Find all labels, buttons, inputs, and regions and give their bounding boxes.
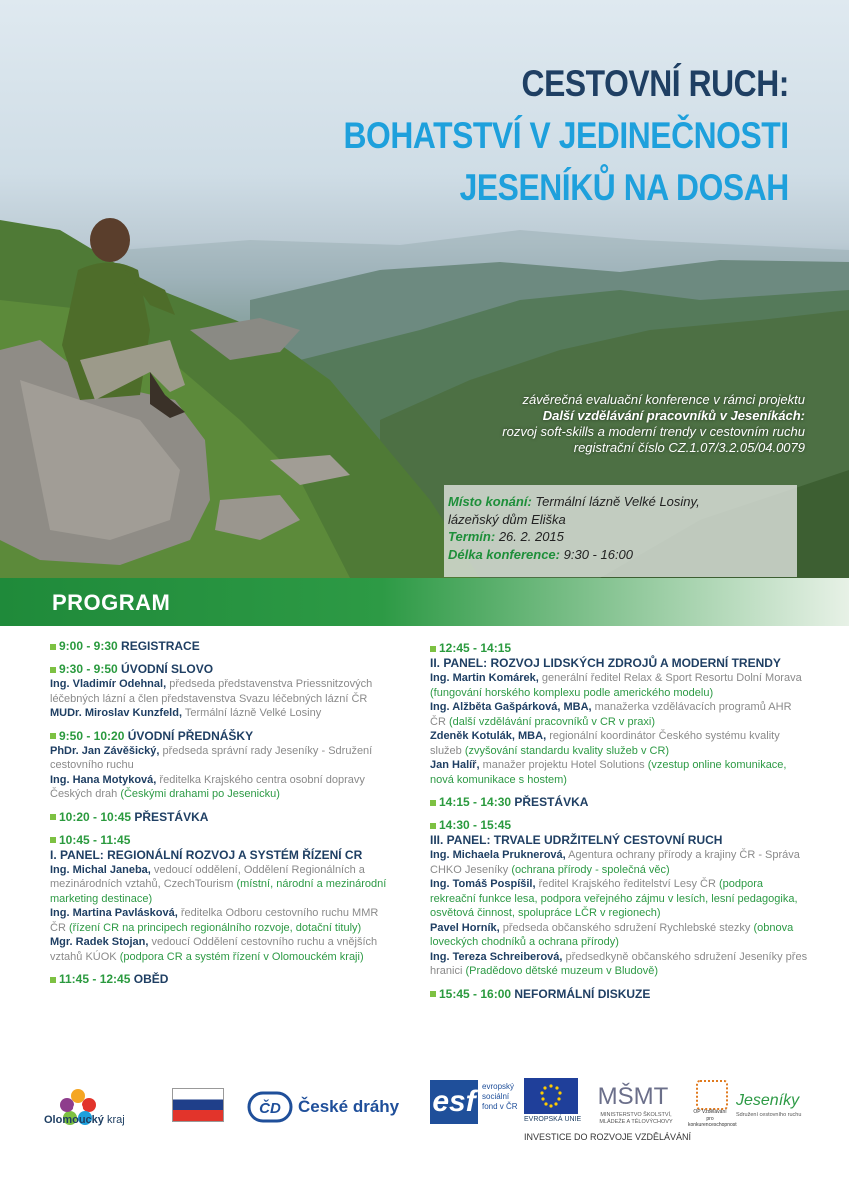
speaker-name: Jan Halíř, [430,759,480,771]
esf-logo [430,1080,520,1124]
olomoucky-kraj-logo [44,1088,164,1128]
speaker [430,950,810,979]
project-line-1: závěrečná evaluační konference v rámci projektu [522,392,805,407]
regional-flag-logo [172,1088,224,1122]
op-line-1: OP Vzdělávání [693,1109,727,1115]
speaker-role: vedoucí oddělení, Oddělení Regionálních a mezinárodních vztahů, CzechTourism [50,863,365,890]
speaker-topic: (Českými drahami po Jesenicku) [120,788,280,800]
title-line-1: CESTOVNÍ RUCH: [521,63,789,104]
esf-line-3: fond v ČR [482,1102,518,1111]
speaker-topic: (fungování horského komplexu podle amerického modelu) [430,686,714,699]
olomoucky-kraj-text: kraj [106,1114,125,1126]
speaker-role: ředitelka Odboru cestovního ruchu MMR ČR [50,907,379,934]
speaker-role: manažer projektu Hotel Solutions [482,759,645,771]
venue-date-label: Termín: [448,529,496,544]
op-line-2: pro konkurenceschopnost [688,1115,737,1128]
esf-line-1: evropský [482,1082,515,1091]
speaker-topic: (vzestup online komunikace, nová komunikace s hostem) [430,759,787,786]
olomoucky-text: Olomoucký [44,1114,104,1126]
speaker-topic: (řízení CR na principech regionálního rozvoje, dotační tituly) [68,921,362,934]
msmt-logo [590,1078,682,1126]
speaker [50,744,395,773]
session-lunch [50,971,395,987]
jeseniky-sub-text: Sdružení cestovního ruchu [736,1112,802,1118]
session-opening [50,661,395,721]
speaker-topic: (ochrana přírody - společná věc) [511,863,670,876]
bullet-square-icon [430,991,436,997]
speaker-name: Ing. Martin Komárek, [430,672,539,684]
panel-title: III. PANEL: TRVALE UDRŽITELNÝ CESTOVNÍ RUCH [430,833,723,847]
venue-duration-value: 9:30 - 16:00 [563,546,634,562]
session-lectures [50,728,395,802]
session-discussion [430,986,810,1002]
speaker-topic: (podpora CR a systém řízení v Olomouckém kraji) [119,950,364,963]
project-line-2: Další vzdělávání pracovníků v Jeseníkách: [542,408,805,423]
session-panel-3 [430,817,810,979]
speaker-name: MUDr. Miroslav Kunzfeld, [50,707,183,719]
session-registration [50,638,395,654]
session-time: 9:00 - 9:30 [59,639,118,653]
venue-box [444,485,797,577]
speaker-name: Ing. Alžběta Gašpárková, MBA, [430,701,592,713]
project-info [245,392,805,456]
speaker [430,671,810,700]
session-panel-2 [430,640,810,787]
speaker [430,700,810,729]
speaker-name: Mgr. Radek Stojan, [50,936,149,948]
session-title: NEFORMÁLNÍ DISKUZE [514,986,651,1001]
session-panel-1 [50,832,395,965]
ceske-drahy-logo [248,1092,418,1122]
speaker-name: Ing. Tomáš Pospíšil, [430,878,536,890]
esf-line-2: sociální [482,1092,510,1101]
speaker [50,906,395,935]
session-time: 14:30 - 15:45 [439,818,512,832]
session-time: 15:45 - 16:00 [439,986,512,1001]
bullet-square-icon [50,733,56,739]
session-time: 11:45 - 12:45 [59,972,131,986]
speaker-role: regionální koordinátor Českého systému kvality služeb [430,730,780,757]
speaker-role: předseda správní rady Jeseníky - Sdružení cestovního ruchu [50,744,373,771]
investice-text: INVESTICE DO ROZVOJE VZDĚLÁVÁNÍ [524,1132,692,1142]
speaker-topic: (Pradědovo dětské muzeum v Bludově) [465,965,659,977]
speaker-name: Ing. Michal Janeba, [50,863,151,876]
project-line-3: rozvoj soft-skills a moderní trendy v cestovním ruchu [502,424,805,439]
speaker [430,729,810,758]
speaker-role: ředitel Krajského ředitelství Lesy ČR [538,878,716,890]
speaker-role: ředitelka Krajského centra osobní dopravy Českých drah [50,773,365,800]
speaker [50,773,395,802]
session-title: ÚVODNÍ SLOVO [121,662,214,676]
speaker-role: předsedkyně občanského sdružení Jeseníky přes hranici [430,950,808,977]
venue-date-value: 26. 2. 2015 [498,529,564,544]
speaker [430,758,810,787]
speaker-role: předseda občanského sdružení Rychlebské stezky [502,921,751,934]
ceske-drahy-text: České dráhy [298,1097,400,1116]
session-title: REGISTRACE [121,639,200,653]
bullet-square-icon [50,977,56,983]
panel-title: I. PANEL: REGIONÁLNÍ ROZVOJ A SYSTÉM ŘÍZENÍ CR [50,847,363,862]
program-heading-bar [0,578,849,626]
msmt-emblem-icon [597,1078,669,1112]
bullet-square-icon [50,814,56,820]
title-line-3: JESENÍKŮ NA DOSAH [459,167,789,208]
session-time: 10:45 - 11:45 [59,832,131,847]
op-emblem-icon [696,1080,728,1110]
speaker-name: Zdeněk Kotulák, MBA, [430,730,547,742]
session-time: 12:45 - 14:15 [439,641,512,655]
speaker-name: Ing. Martina Pavlásková, [50,907,178,919]
bullet-square-icon [50,644,56,650]
msmt-text: MINISTERSTVO ŠKOLSTVÍ, MLÁDEŽE A TĚLOVÝCHOVY [599,1112,673,1125]
esf-emblem-icon: esf [430,1080,478,1124]
bullet-square-icon [430,646,436,652]
speaker [430,921,810,950]
venue-place-value: Termální lázně Velké Losiny, [535,494,700,509]
speaker [50,935,395,964]
session-time: 9:30 - 9:50 [59,662,118,676]
speaker-name: Ing. Tereza Schreiberová, [430,950,563,963]
jeseniky-text: Jeseníky [736,1092,800,1109]
project-line-4: registrační číslo CZ.1.07/3.2.05/04.0079 [573,440,805,455]
speaker [50,677,395,706]
svg-text:ČD: ČD [259,1100,281,1117]
venue-place-label: Místo konání: [448,494,532,509]
speaker-topic: (další vzdělávání pracovníků v CR v praxi) [448,715,655,728]
eu-flag-icon [524,1078,578,1114]
session-break-2 [430,794,810,810]
program-heading: PROGRAM [52,590,171,615]
speaker [430,877,810,921]
speaker-topic: (obnova loveckých chodníků a ochrana přírody) [430,921,794,948]
session-title: ÚVODNÍ PŘEDNÁŠKY [127,728,254,743]
speaker-name: Ing. Hana Motyková, [50,773,157,786]
speaker-name: Ing. Michaela Pruknerová, [430,849,566,861]
speaker-role: manažerka vzdělávacích programů AHR ČR [430,701,792,728]
bullet-square-icon [430,800,436,806]
session-time: 9:50 - 10:20 [59,728,125,743]
speaker [50,706,395,721]
session-break [50,809,395,825]
speaker-role: Termální lázně Velké Losiny [184,707,322,719]
session-title: OBĚD [133,972,169,986]
session-title: PŘESTÁVKA [134,809,209,824]
title-line-2: BOHATSTVÍ V JEDINEČNOSTI [343,115,789,156]
bullet-square-icon [50,837,56,843]
bullet-square-icon [50,667,56,673]
bullet-square-icon [430,823,436,829]
session-title: PŘESTÁVKA [514,795,589,809]
speaker-role: předseda představenstva Priessnitzových léčebných lázní a člen představenstva Svazu léčebných lázní ČR [50,678,373,705]
speaker-name: Ing. Vladimír Odehnal, [50,678,167,690]
speaker-topic: (zvyšování standardu kvality služeb v CR) [464,744,670,757]
cd-emblem-icon [248,1092,292,1122]
speaker [50,863,395,907]
speaker-name: Pavel Horník, [430,921,500,934]
speaker [430,848,810,877]
jeseniky-logo [736,1084,806,1124]
speaker-name: PhDr. Jan Závěšický, [50,744,160,757]
program-left-column [50,638,395,994]
session-time: 14:15 - 14:30 [439,795,512,809]
speaker-topic: (podpora rekreační funkce lesa, podpora veřejného zájmu v lesích, lesní pedagogika, osvětová činnost, spolupráce LČR v regionech) [430,878,798,919]
speaker-role: vedoucí Oddělení cestovního ruchu a vnějších vztahů KÚOK [50,936,378,963]
program-right-column [430,640,810,1009]
venue-place-value-2: lázeňský dům Eliška [448,511,566,527]
session-time: 10:20 - 10:45 [59,809,132,824]
speaker-role: Agentura ochrany přírody a krajiny ČR - Správa CHKO Jeseníky [430,849,800,876]
speaker-role: generální ředitel Relax & Sport Resortu Dolní Morava [541,672,802,684]
eu-logo [524,1078,582,1126]
panel-title: II. PANEL: ROZVOJ LIDSKÝCH ZDROJŮ A MODERNÍ TRENDY [430,656,781,670]
sponsor-logos [0,1070,849,1150]
venue-duration-label: Délka konference: [448,546,560,562]
op-vk-logo [688,1080,737,1128]
svg-text:MŠMT: MŠMT [597,1083,669,1110]
eu-text: EVROPSKÁ UNIE [524,1116,582,1123]
speaker-topic: (místní, národní a mezinárodní marketing destinace) [50,878,387,905]
